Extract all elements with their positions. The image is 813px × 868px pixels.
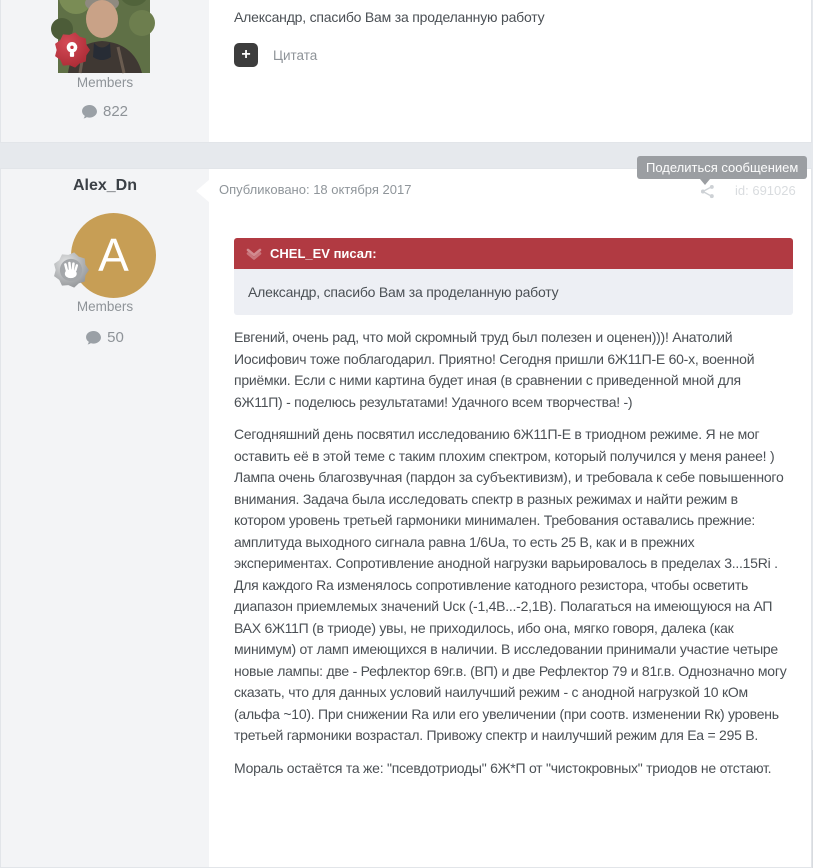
chevron-down-icon[interactable] [247,249,261,259]
reputation-badge-icon [53,252,89,288]
member-group-label: Members [76,75,134,90]
comment-bubble-icon [82,105,97,119]
member-group-label: Members [76,299,134,314]
post-paragraph: Мораль остаётся та же: "псевдотриоды" 6Ж*П от "чистокровных" триодов не отстают. [234,759,772,776]
post-pointer-arrow [196,179,210,203]
quote-block [234,238,793,315]
post-body [234,327,791,790]
reputation-badge-icon [54,32,90,68]
post-count-value: 50 [107,329,124,346]
post-main [0,168,812,868]
quote-button[interactable]: Цитата [273,48,318,63]
share-tooltip-arrow [700,179,710,185]
share-icon[interactable] [700,184,715,199]
author-pane [1,0,209,142]
quote-body: Александр, спасибо Вам за проделанную работу [234,269,793,315]
post-previous [0,0,812,143]
quote-header[interactable] [234,238,793,269]
comment-bubble-icon [86,331,101,345]
multiquote-button[interactable] [234,43,258,67]
post-count [1,103,209,120]
share-tooltip [637,156,807,179]
post-paragraph: Сегодняшний день посвятил исследованию 6Ж11П-Е в триодном режиме. Я не мог оставить её в этой теме с таким плохим спектром, который получился у меня ранее! ) Лампа очень благозвучная (пардон за субъективизм), и требовала к себе повышенного внимания. Задача была исследовать спектр в разных режимах и найти режим в котором уровень третьей гармоники минимален. Требования оставались прежние: амплитуда выходного сигнала равна 1/6Ua, то есть 25 В, как и в прежних экспериментах. Сопротивление анодной нагрузки варьировалось в пределах 3...15Ri . Для каждого Ra изменялось сопротивление катодного резистора, чтобы осветить диапазон приемлемых значений Uск (-1,4В...-2,1В). Полагаться на имеющуюся на АП ВАХ 6Ж11П (в триоде) увы, не приходилось, ибо она, мягко говоря, далека (как минимум) от ламп имеющихся в наличии. В исследовании принимали участие четыре новые лампы: две - Рефлектор 69г.в. (ВП) и две Рефлектор 79 и 81г.в. Однозначно могу сказать, что для данных условий наилучший режим - с анодной нагрузкой 10 кОм (альфа ~10). При снижении Ra или его увеличении (при соотв. изменении Rк) уровень третьей гармоники возрастал. Привожу спектр и наилучший режим для Еа = 295 В. [234,426,787,743]
post-message: Александр, спасибо Вам за проделанную работу [234,9,545,25]
post-count [1,329,209,346]
quote-author-label: CHEL_EV писал: [270,246,377,261]
post-paragraph: Евгений, очень рад, что мой скромный труд был полезен и оценен)))! Анатолий Иосифович тоже поблагодарил. Приятно! Сегодня пришли 6Ж11П-Е 60-х, военной приёмки. Если с ними картина будет иная (в сравнении с приведенной мной для 6Ж11П) - поделюсь результатами! Удачного всем творчества! -) [234,329,755,410]
post-published-date: Опубликовано: 18 октября 2017 [219,182,412,197]
avatar[interactable]: A [71,213,156,298]
post-count-value: 822 [102,103,129,120]
author-pane [1,169,209,867]
post-id: id: 691026 [735,183,796,198]
author-username[interactable]: Alex_Dn [72,177,138,194]
plus-icon: + [241,46,251,63]
share-tooltip-text: Поделиться сообщением [646,160,799,175]
